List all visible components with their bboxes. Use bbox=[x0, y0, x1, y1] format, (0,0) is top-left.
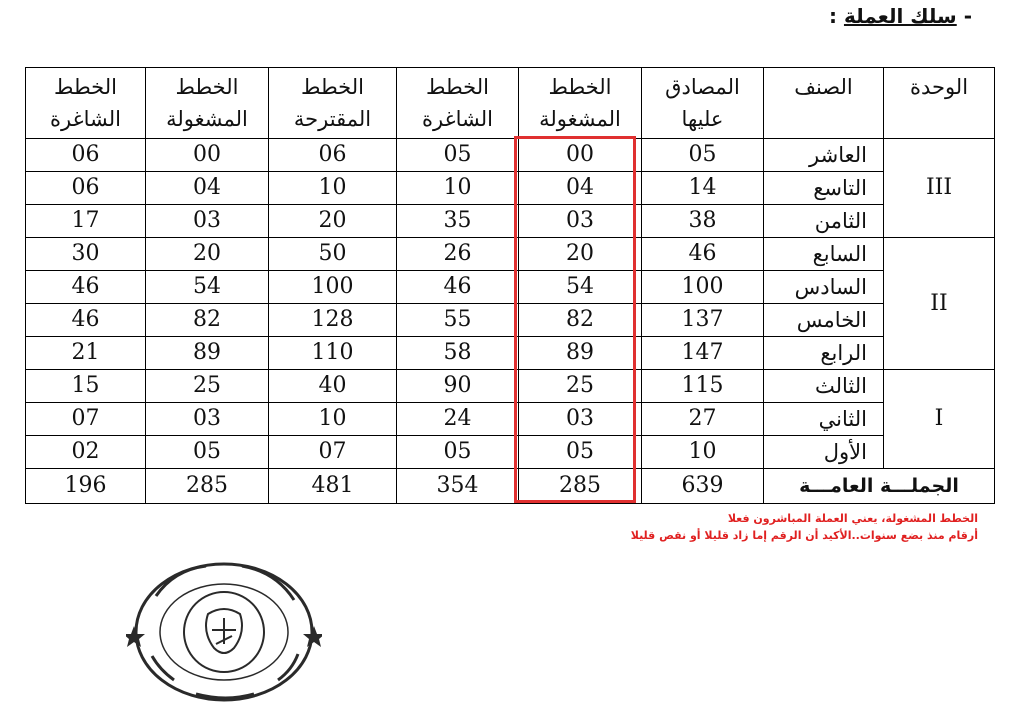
table-row bbox=[26, 238, 995, 271]
approved-cell: 10 bbox=[642, 436, 764, 469]
vacant-cell: 24 bbox=[397, 403, 519, 436]
total-occupied: 285 bbox=[519, 469, 642, 504]
proposed-cell: 07 bbox=[269, 436, 397, 469]
table-row bbox=[26, 139, 995, 172]
unit-cell: III bbox=[884, 139, 995, 238]
occupied-cell: 20 bbox=[519, 238, 642, 271]
vacant-cell: 55 bbox=[397, 304, 519, 337]
table-row bbox=[26, 271, 995, 304]
occupied-2-cell: 89 bbox=[146, 337, 269, 370]
unit-cell: I bbox=[884, 370, 995, 469]
proposed-cell: 100 bbox=[269, 271, 397, 304]
occupied-cell: 25 bbox=[519, 370, 642, 403]
vacant-cell: 46 bbox=[397, 271, 519, 304]
occupied-cell: 00 bbox=[519, 139, 642, 172]
proposed-cell: 10 bbox=[269, 403, 397, 436]
total-row bbox=[26, 469, 995, 504]
category-cell: الرابع bbox=[764, 337, 884, 370]
total-vacant: 354 bbox=[397, 469, 519, 504]
table-row bbox=[26, 304, 995, 337]
table-row bbox=[26, 172, 995, 205]
vacant-2-cell: 06 bbox=[26, 139, 146, 172]
vacant-2-cell: 21 bbox=[26, 337, 146, 370]
header-proposed: الخطط المقترحة bbox=[269, 68, 397, 139]
vacant-2-cell: 46 bbox=[26, 304, 146, 337]
total-approved: 639 bbox=[642, 469, 764, 504]
table-row bbox=[26, 205, 995, 238]
proposed-cell: 128 bbox=[269, 304, 397, 337]
approved-cell: 38 bbox=[642, 205, 764, 238]
category-cell: العاشر bbox=[764, 139, 884, 172]
approved-cell: 100 bbox=[642, 271, 764, 304]
heading-dash: - bbox=[956, 4, 972, 28]
vacant-cell: 26 bbox=[397, 238, 519, 271]
total-occupied-2: 285 bbox=[146, 469, 269, 504]
approved-cell: 46 bbox=[642, 238, 764, 271]
vacant-cell: 05 bbox=[397, 139, 519, 172]
occupied-cell: 03 bbox=[519, 205, 642, 238]
header-occupied-2: الخطط المشغولة bbox=[146, 68, 269, 139]
proposed-cell: 110 bbox=[269, 337, 397, 370]
occupied-2-cell: 25 bbox=[146, 370, 269, 403]
vacant-2-cell: 17 bbox=[26, 205, 146, 238]
approved-cell: 05 bbox=[642, 139, 764, 172]
vacant-cell: 90 bbox=[397, 370, 519, 403]
occupied-2-cell: 04 bbox=[146, 172, 269, 205]
occupied-2-cell: 05 bbox=[146, 436, 269, 469]
proposed-cell: 40 bbox=[269, 370, 397, 403]
stamp-text-arc-bottom bbox=[196, 694, 254, 698]
vacant-cell: 35 bbox=[397, 205, 519, 238]
occupied-cell: 03 bbox=[519, 403, 642, 436]
category-cell: الثالث bbox=[764, 370, 884, 403]
occupied-cell: 04 bbox=[519, 172, 642, 205]
workers-table bbox=[25, 67, 995, 504]
total-proposed: 481 bbox=[269, 469, 397, 504]
header-vacant-2: الخطط الشاغرة bbox=[26, 68, 146, 139]
heading-title: سلك العملة bbox=[843, 4, 957, 28]
total-label: الجملـــة العامـــة bbox=[764, 469, 995, 504]
table-row bbox=[26, 436, 995, 469]
unit-cell: II bbox=[884, 238, 995, 370]
vacant-2-cell: 30 bbox=[26, 238, 146, 271]
header-unit: الوحدة bbox=[884, 68, 995, 139]
vacant-cell: 10 bbox=[397, 172, 519, 205]
approved-cell: 137 bbox=[642, 304, 764, 337]
header-category: الصنف bbox=[764, 68, 884, 139]
occupied-cell: 82 bbox=[519, 304, 642, 337]
proposed-cell: 50 bbox=[269, 238, 397, 271]
heading-colon: : bbox=[828, 4, 844, 28]
table-row bbox=[26, 370, 995, 403]
total-vacant-2: 196 bbox=[26, 469, 146, 504]
occupied-2-cell: 03 bbox=[146, 403, 269, 436]
occupied-cell: 05 bbox=[519, 436, 642, 469]
approved-cell: 115 bbox=[642, 370, 764, 403]
occupied-cell: 89 bbox=[519, 337, 642, 370]
vacant-2-cell: 15 bbox=[26, 370, 146, 403]
category-cell: الخامس bbox=[764, 304, 884, 337]
occupied-cell: 54 bbox=[519, 271, 642, 304]
vacant-2-cell: 06 bbox=[26, 172, 146, 205]
category-cell: الأول bbox=[764, 436, 884, 469]
vacant-cell: 58 bbox=[397, 337, 519, 370]
header-row bbox=[26, 68, 995, 139]
proposed-cell: 20 bbox=[269, 205, 397, 238]
category-cell: الثاني bbox=[764, 403, 884, 436]
approved-cell: 27 bbox=[642, 403, 764, 436]
occupied-2-cell: 82 bbox=[146, 304, 269, 337]
header-approved: المصادق عليها bbox=[642, 68, 764, 139]
approved-cell: 14 bbox=[642, 172, 764, 205]
vacant-cell: 05 bbox=[397, 436, 519, 469]
header-occupied: الخطط المشغولة bbox=[519, 68, 642, 139]
header-vacant: الخطط الشاغرة bbox=[397, 68, 519, 139]
note-line-1: الخطط المشغولة، يعني العملة المباشرون فعلا bbox=[727, 512, 978, 525]
category-cell: التاسع bbox=[764, 172, 884, 205]
occupied-2-cell: 03 bbox=[146, 205, 269, 238]
vacant-2-cell: 07 bbox=[26, 403, 146, 436]
note-line-2: أرقام منذ بضع سنوات..الأكيد أن الرقم إما زاد قليلا أو نقص قليلا bbox=[630, 529, 978, 542]
vacant-2-cell: 02 bbox=[26, 436, 146, 469]
category-cell: السابع bbox=[764, 238, 884, 271]
occupied-2-cell: 00 bbox=[146, 139, 269, 172]
category-cell: الثامن bbox=[764, 205, 884, 238]
category-cell: السادس bbox=[764, 271, 884, 304]
section-heading bbox=[829, 4, 972, 28]
proposed-cell: 06 bbox=[269, 139, 397, 172]
proposed-cell: 10 bbox=[269, 172, 397, 205]
municipality-stamp bbox=[126, 556, 322, 706]
stamp-text-arc-right bbox=[278, 654, 298, 680]
approved-cell: 147 bbox=[642, 337, 764, 370]
stamp-emblem-detail-icon bbox=[212, 618, 236, 644]
vacant-2-cell: 46 bbox=[26, 271, 146, 304]
table-row bbox=[26, 337, 995, 370]
table-row bbox=[26, 403, 995, 436]
occupied-2-cell: 54 bbox=[146, 271, 269, 304]
occupied-2-cell: 20 bbox=[146, 238, 269, 271]
